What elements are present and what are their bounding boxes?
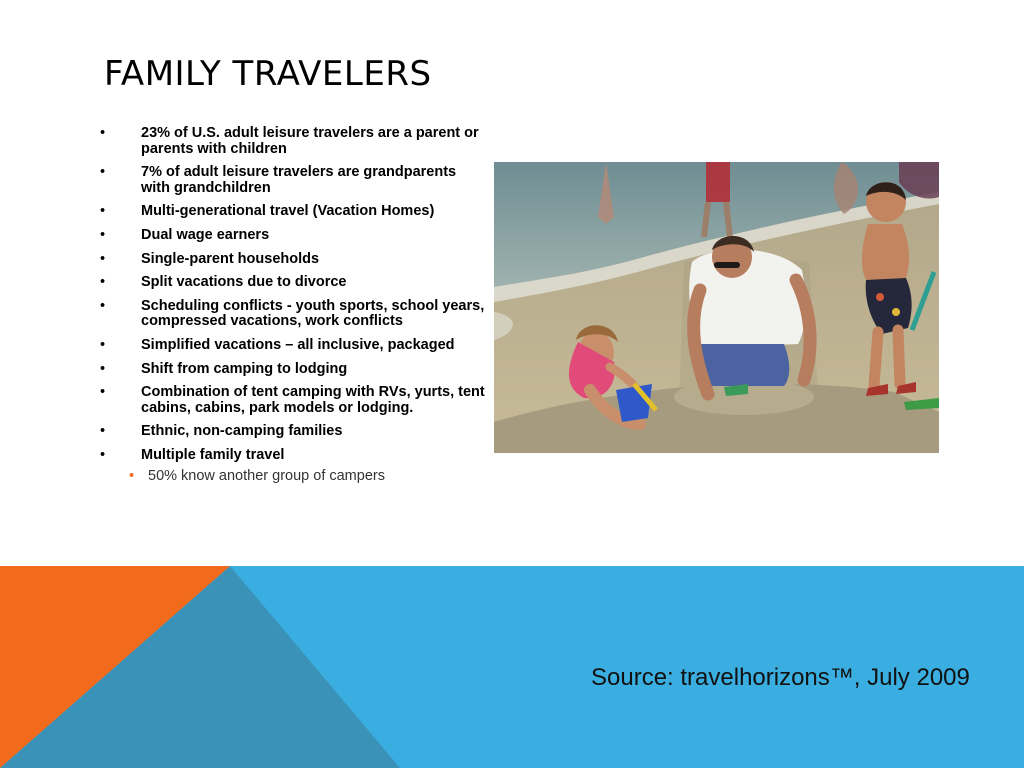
bullet-text: Ethnic, non-camping families (141, 423, 343, 440)
bullet-marker: • (100, 226, 106, 243)
bullet-item (100, 228, 485, 244)
bullet-marker: • (100, 423, 106, 440)
bullet-marker: • (100, 384, 106, 401)
bullet-item (100, 448, 485, 464)
bullet-marker: • (100, 125, 106, 141)
bullet-item (100, 275, 485, 291)
bullet-item (100, 204, 485, 220)
bullet-text: Shift from camping to lodging (141, 360, 348, 377)
bullet-text: Scheduling conflicts - youth sports, school years, compressed vacations, work conflicts (141, 297, 485, 330)
bullet-item (100, 299, 485, 330)
bullet-text: Multiple family travel (141, 446, 285, 463)
bullet-text: Simplified vacations – all inclusive, packaged (141, 336, 455, 353)
bullet-text: 7% of adult leisure travelers are grandparents with grandchildren (141, 164, 457, 196)
sub-bullet-item (129, 468, 485, 484)
bullet-marker: • (100, 336, 106, 353)
bullet-list (100, 126, 485, 484)
bullet-marker: • (100, 164, 106, 181)
bullet-text: Combination of tent camping with RVs, yurts, tent cabins, cabins, park models or lodging. (141, 384, 485, 416)
bullet-marker: • (100, 274, 106, 291)
bullet-marker: • (100, 250, 106, 267)
source-citation: Source: travelhorizons™, July 2009 (591, 664, 970, 691)
bullet-text: Single-parent households (141, 250, 320, 267)
bullet-item (100, 424, 485, 440)
bullet-item (100, 338, 485, 354)
bullet-text: Dual wage earners (141, 226, 270, 243)
bullet-text: Multi-generational travel (Vacation Homes) (141, 203, 435, 220)
beach-family-photo (494, 162, 939, 453)
bullet-item (100, 385, 485, 416)
bullet-item (100, 362, 485, 378)
bullet-marker: • (100, 446, 106, 463)
bullet-text: Split vacations due to divorce (141, 274, 347, 291)
bullet-item (100, 126, 485, 157)
bullet-text: 23% of U.S. adult leisure travelers are a parent or parents with children (141, 125, 479, 157)
bullet-marker: • (100, 203, 106, 220)
bullet-item (100, 165, 485, 196)
sub-bullet-text: 50% know another group of campers (148, 467, 385, 484)
sub-bullet-marker: • (129, 467, 135, 484)
bullet-item (100, 252, 485, 268)
slide-title: FAMILY TRAVELERS (104, 54, 432, 94)
bullet-marker: • (100, 297, 106, 314)
bullet-marker: • (100, 360, 106, 377)
